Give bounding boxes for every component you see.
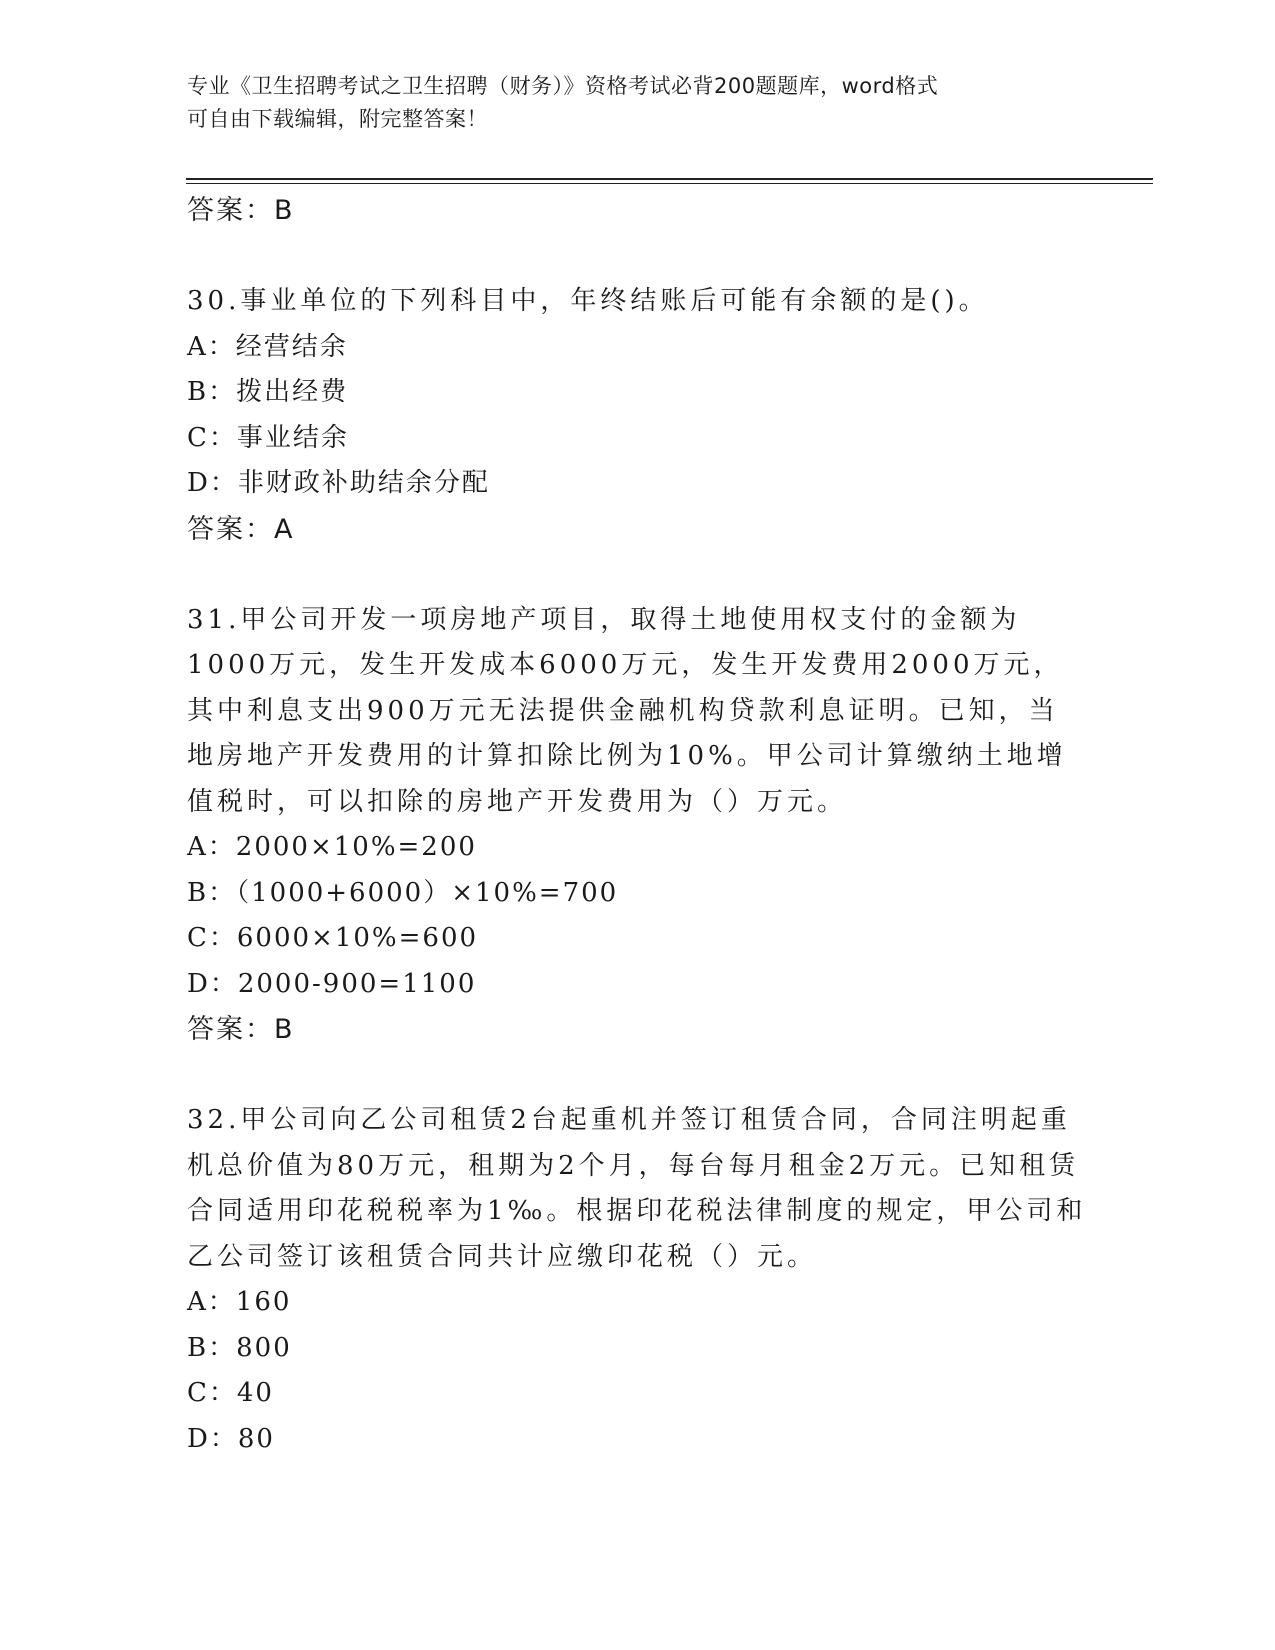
answer-line: 答案：B: [187, 1014, 295, 1045]
answer-line: 答案：A: [187, 513, 295, 545]
question-block: [187, 1098, 1087, 1462]
page-header: [187, 70, 1087, 136]
header-line-2: 可自由下载编辑，附完整答案！: [187, 107, 488, 131]
question-list: [187, 188, 1087, 1462]
answer-line: 答案：B: [187, 195, 295, 226]
option-b: B：拨出经费: [187, 377, 349, 407]
option-c: C：6000×10%=600: [187, 923, 479, 953]
question-stem: 30.事业单位的下列科目中，年终结账后可能有余额的是()。: [187, 286, 989, 316]
header-divider: [186, 178, 1153, 184]
option-d: D：非财政补助结余分配: [187, 468, 490, 498]
header-line-1: 专业《卫生招聘考试之卫生招聘（财务）》资格考试必背200题题库，word格式: [187, 74, 939, 98]
option-d: D：2000-900=1100: [187, 968, 477, 999]
option-c: C：40: [187, 1378, 274, 1408]
option-a: A：160: [187, 1287, 292, 1317]
question-block: [187, 279, 1087, 552]
option-b: B：（1000+6000）×10%=700: [187, 877, 619, 908]
question-block: [187, 598, 1087, 1053]
option-a: A：2000×10%=200: [187, 832, 477, 862]
option-c: C：事业结余: [187, 422, 349, 453]
question-stem: 31.甲公司开发一项房地产项目，取得土地使用权支付的金额为1000万元，发生开发成本6000万元，发生开发费用2000万元，其中利息支出900万元无法提供金融机构贷款利息证明。已知，当地房地产开发费用的计算扣除比例为10%。甲公司计算缴纳土地增值税时，可以扣除的房地产开发费用为（）万元。: [187, 604, 1067, 817]
option-a: A：经营结余: [187, 331, 348, 362]
spacer: [187, 552, 1087, 598]
option-d: D：80: [187, 1423, 275, 1454]
option-b: B：800: [187, 1332, 292, 1363]
question-stem: 32.甲公司向乙公司租赁2台起重机并签订租赁合同，合同注明起重机总价值为80万元，租期为2个月，每台每月租金2万元。已知租赁合同适用印花税税率为1‰。根据印花税法律制度的规定，甲公司和乙公司签订该租赁合同共计应缴印花税（）元。: [187, 1105, 1087, 1272]
spacer: [187, 1052, 1087, 1098]
spacer: [187, 233, 1087, 279]
